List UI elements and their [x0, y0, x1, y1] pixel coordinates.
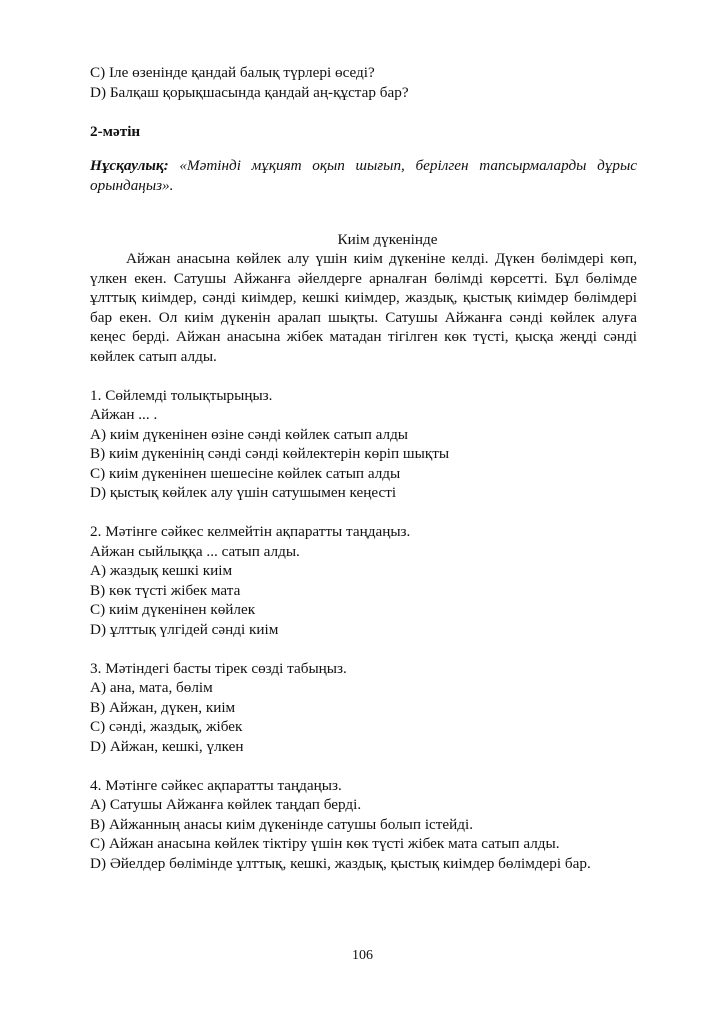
question-block — [90, 386, 637, 503]
answer-option: C) Айжан анасына көйлек тіктіру үшін көк түсті жібек мата сатып алды. — [90, 835, 560, 853]
answer-option: A) жаздық кешкі киім — [90, 562, 233, 580]
answer-option: B) көк түсті жібек мата — [90, 581, 241, 599]
question-block — [90, 522, 637, 639]
question-text: 3. Мәтіндегі басты тірек сөзді табыңыз. — [90, 659, 347, 677]
answer-option: B) Айжан, дүкен, киім — [90, 698, 236, 716]
answer-option: D) Айжан, кешкі, үлкен — [90, 737, 244, 755]
answer-option: A) ана, мата, бөлім — [90, 679, 213, 697]
page-number: 106 — [352, 948, 373, 963]
question-block — [90, 776, 637, 874]
question-text: 2. Мәтінге сәйкес келмейтін ақпаратты таңдаңыз. — [90, 523, 411, 541]
text-body: Айжан анасына көйлек алу үшін киім дүкеніне келді. Дүкен бөлімдері көп, үлкен екен. Сатушы Айжанға әйелдерге арналған бөлімді көрсетті. Бұл бөлімде ұлттық киімдер, сәнді киімдер, кешкі киімдер, жаздық, қыстық киімдер бөлімдері бар екен. Ол киім дүкенін аралап шықты. Сатушы Айжанға сәнді көйлек алуға кеңес берді. Айжан анасына жібек матадан тігілген көк түсті, қысқа жеңді сәнді көйлек сатып алды. — [90, 250, 637, 365]
answer-option: C) сәнді, жаздық, жібек — [90, 718, 243, 736]
answer-option: B) киім дүкенінің сәнді сәнді көйлектерін көріп шықты — [90, 445, 450, 463]
answer-option: C) киім дүкенінен көйлек — [90, 601, 256, 619]
question-block — [90, 659, 637, 757]
prev-option-d: D) Балқаш қорықшасында қандай аң-құстар бар? — [90, 83, 409, 101]
answer-option: B) Айжанның анасы киім дүкенінде сатушы болып істейді. — [90, 815, 474, 833]
question-stem: Айжан сыйлыққа ... сатып алды. — [90, 542, 300, 560]
text-title: Киім дүкенінде — [337, 230, 438, 248]
answer-option: A) Сатушы Айжанға көйлек таңдап берді. — [90, 796, 362, 814]
answer-option: A) киім дүкенінен өзіне сәнді көйлек сатып алды — [90, 425, 409, 443]
prev-option-c: C) Іле өзенінде қандай балық түрлері өседі? — [90, 64, 375, 81]
document-page — [90, 63, 637, 873]
section-heading: 2-мәтін — [90, 122, 141, 140]
question-text: 1. Сөйлемді толықтырыңыз. — [90, 386, 273, 404]
question-text: 4. Мәтінге сәйкес ақпаратты таңдаңыз. — [90, 776, 342, 794]
instruction — [90, 156, 637, 195]
instruction-label: Нұсқаулық: — [90, 157, 169, 175]
instruction-text: «Мәтінді мұқият оқып шығып, берілген тапсырмаларды дұрыс орындаңыз». — [90, 157, 637, 194]
answer-option: D) қыстық көйлек алу үшін сатушымен кеңесті — [90, 484, 397, 502]
answer-option: D) Әйелдер бөлімінде ұлттық, кешкі, жаздық, қыстық киімдер бөлімдері бар. — [90, 854, 591, 872]
answer-option: C) киім дүкенінен шешесіне көйлек сатып алды — [90, 464, 401, 482]
answer-option: D) ұлттық үлгідей сәнді киім — [90, 620, 279, 638]
question-stem: Айжан ... . — [90, 406, 158, 424]
